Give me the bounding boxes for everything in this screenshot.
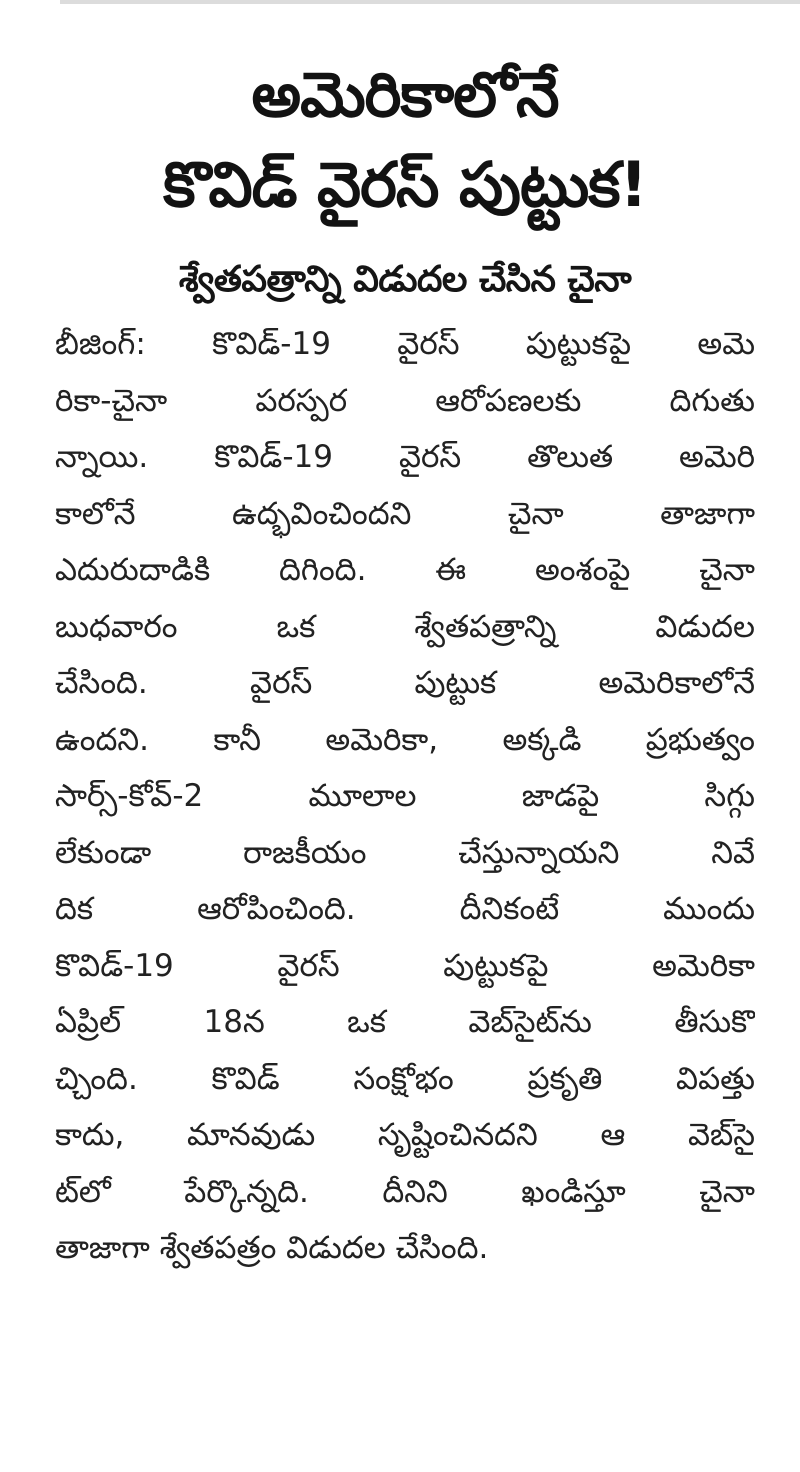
body-line: తాజాగా శ్వేతపత్రం విడుదల చేసింది. — [55, 1230, 489, 1266]
body-line: కొవిడ్-19 వైరస్ పుట్టుకపై అమెరికా — [55, 947, 755, 984]
body-line: చ్చింది. కొవిడ్ సంక్షోభం ప్రకృతి విపత్తు — [55, 1060, 755, 1097]
body-line: కాలోనే ఉద్భవించిందని చైనా తాజాగా — [55, 495, 755, 532]
body-line: చేసింది. వైరస్ పుట్టుక అమెరికాలోనే — [55, 665, 755, 701]
body-line: ఉందని. కానీ అమెరికా, అక్కడి ప్రభుత్వం — [55, 721, 755, 758]
body-line: న్నాయి. కొవిడ్-19 వైరస్ తొలుత అమెరి — [55, 439, 755, 475]
body-line: లేకుండా రాజకీయం చేస్తున్నాయని నివే — [55, 834, 755, 871]
headline-line-1: అమెరికాలోనే — [251, 58, 559, 131]
body-line: దిక ఆరోపించింది. దీనికంటే ముందు — [55, 891, 755, 927]
body-line: ఎదురుదాడికి దిగింది. ఈ అంశంపై చైనా — [55, 552, 755, 588]
headline — [55, 50, 755, 230]
top-rule — [60, 0, 800, 4]
body-line: బీజింగ్: కొవిడ్-19 వైరస్ పుట్టుకపై అమె — [55, 326, 755, 362]
article-body — [55, 316, 755, 1277]
body-line: ట్‌లో పేర్కొన్నది. దీనిని ఖండిస్తూ చైనా — [55, 1173, 755, 1210]
body-line: రికా-చైనా పరస్పర ఆరోపణలకు దిగుతు — [55, 382, 755, 419]
body-line: సార్స్-కోవ్-2 మూలాల జాడపై సిగ్గు — [55, 778, 755, 814]
body-line: ఏప్రిల్ 18న ఒక వెబ్‌సైట్‌ను తీసుకొ — [55, 1004, 755, 1040]
news-article — [55, 50, 755, 1277]
body-line: కాదు, మానవుడు సృష్టించినదని ఆ వెబ్‌సై — [55, 1117, 755, 1153]
body-line: బుధవారం ఒక శ్వేతపత్రాన్ని విడుదల — [55, 608, 755, 645]
headline-line-2: కొవిడ్ వైరస్ పుట్టుక! — [163, 148, 647, 221]
subheadline: శ్వేతపత్రాన్ని విడుదల చేసిన చైనా — [178, 259, 632, 300]
